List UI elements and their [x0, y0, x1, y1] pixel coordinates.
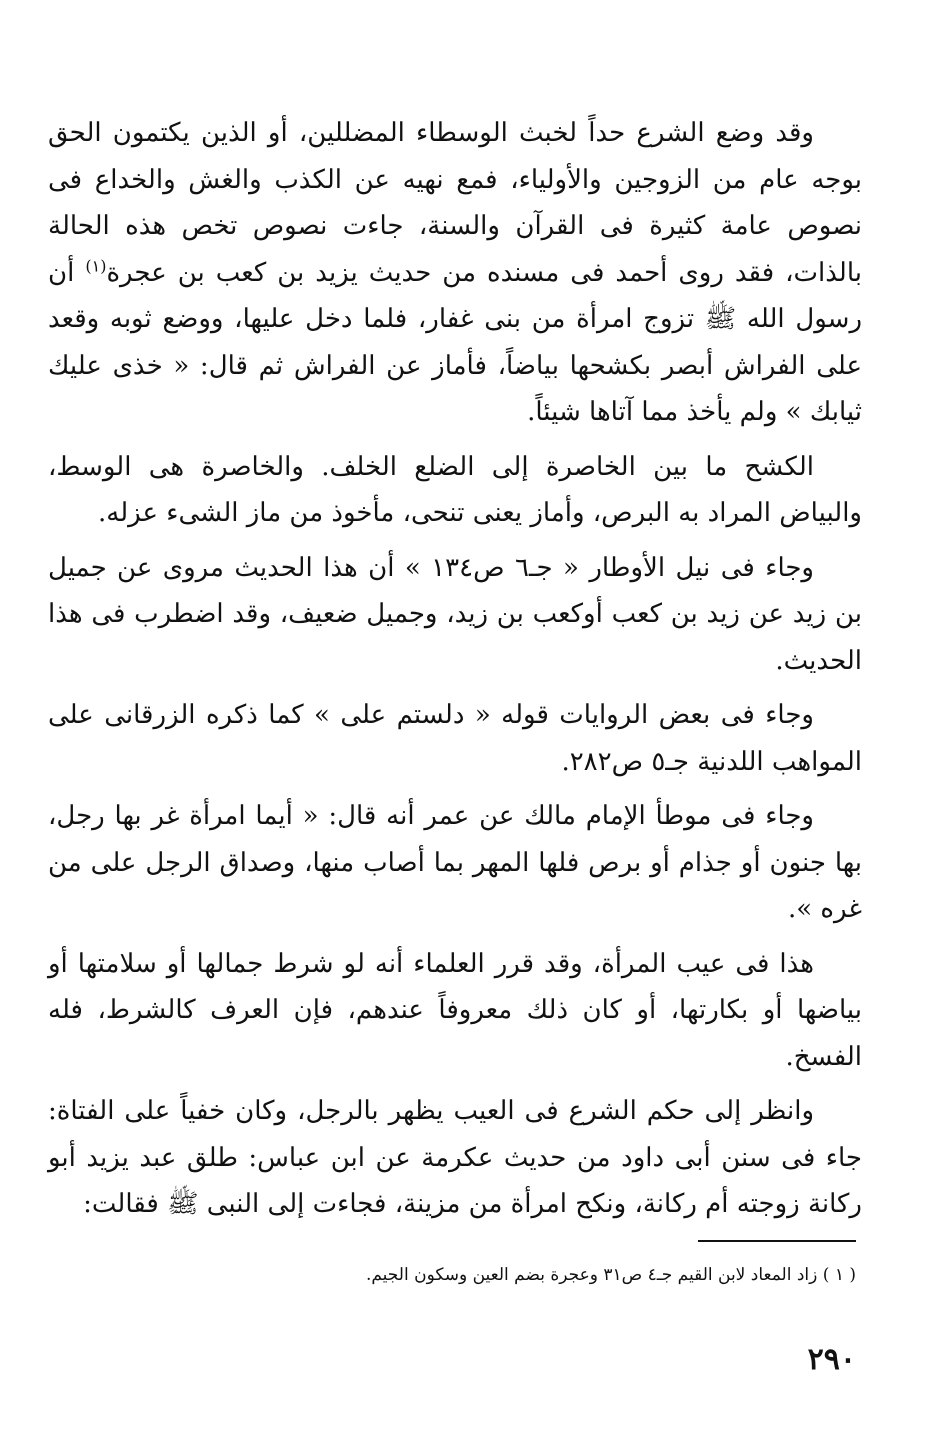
paragraph-5: وجاء فى موطأ الإمام مالك عن عمر أنه قال: « أيما امرأة غر بها رجل، بها جنون أو جذام أو برص فلها المهر بما أصاب منها، وصداق الرجل على من غره ».	[48, 801, 862, 924]
page-number: ٢٩٠	[807, 1342, 856, 1377]
footnote-marker[interactable]: (١)	[85, 255, 107, 275]
paragraph-1-text: وقد وضع الشرع حداً لخبث الوسطاء المضللين، أو الذين يكتمون الحق بوجه عام من الزوجين والأولياء، فمع نهيه عن الكذب والغش والخداع فى نصوص عامة كثيرة فى القرآن والسنة، جاءت نصوص تخص هذه الحالة بالذات، فقد روى أحمد فى مسنده من حديث يزيد بن كعب بن عجرة	[48, 118, 862, 288]
footnote: ( ١ ) زاد المعاد لابن القيم جـ٤ ص٣١ وعجرة بضم العين وسكون الجيم.	[365, 1265, 856, 1285]
paragraph-7: وانظر إلى حكم الشرع فى العيب يظهر بالرجل، وكان خفياً على الفتاة: جاء فى سنن أبى داود من حديث عكرمة عن ابن عباس: طلق عبد يزيد أبو ركانة زوجته أم ركانة، ونكح امرأة من مزينة، فجاءت إلى النبى ﷺ فقالت:	[48, 1096, 862, 1219]
paragraph-1-continuation: أن رسول الله ﷺ تزوج امرأة من بنى غفار، فلما دخل عليها، ووضع ثوبه وقعد على الفراش أبصر بكشحها بياضاً، فأماز عن الفراش ثم قال: « خذى عليك ثيابك » ولم يأخذ مما آتاها شيئاً.	[48, 257, 862, 427]
paragraph-6: هذا فى عيب المرأة، وقد قرر العلماء أنه لو شرط جمالها أو سلامتها أو بياضها أو بكارتها، أو كان ذلك معروفاً عندهم، فإن العرف كالشرط، فله الفسخ.	[48, 948, 862, 1072]
paragraph-4: وجاء فى بعض الروايات قوله « دلستم على » كما ذكره الزرقانى على المواهب اللدنية جـ٥ ص٢٨٢.	[48, 700, 862, 777]
paragraph-3: وجاء فى نيل الأوطار « جـ٦ ص١٣٤ » أن هذا الحديث مروى عن جميل بن زيد عن زيد بن كعب أوكعب بن زيد، وجميل ضعيف، وقد اضطرب فى هذا الحديث.	[48, 552, 862, 676]
footnote-divider	[698, 1240, 856, 1242]
paragraph-1	[48, 110, 862, 436]
page-body	[48, 110, 862, 1236]
paragraph-2: الكشح ما بين الخاصرة إلى الضلع الخلف. والخاصرة هى الوسط، والبياض المراد به البرص، وأماز يعنى تنحى، مأخوذ من ماز الشىء عزله.	[48, 451, 862, 528]
